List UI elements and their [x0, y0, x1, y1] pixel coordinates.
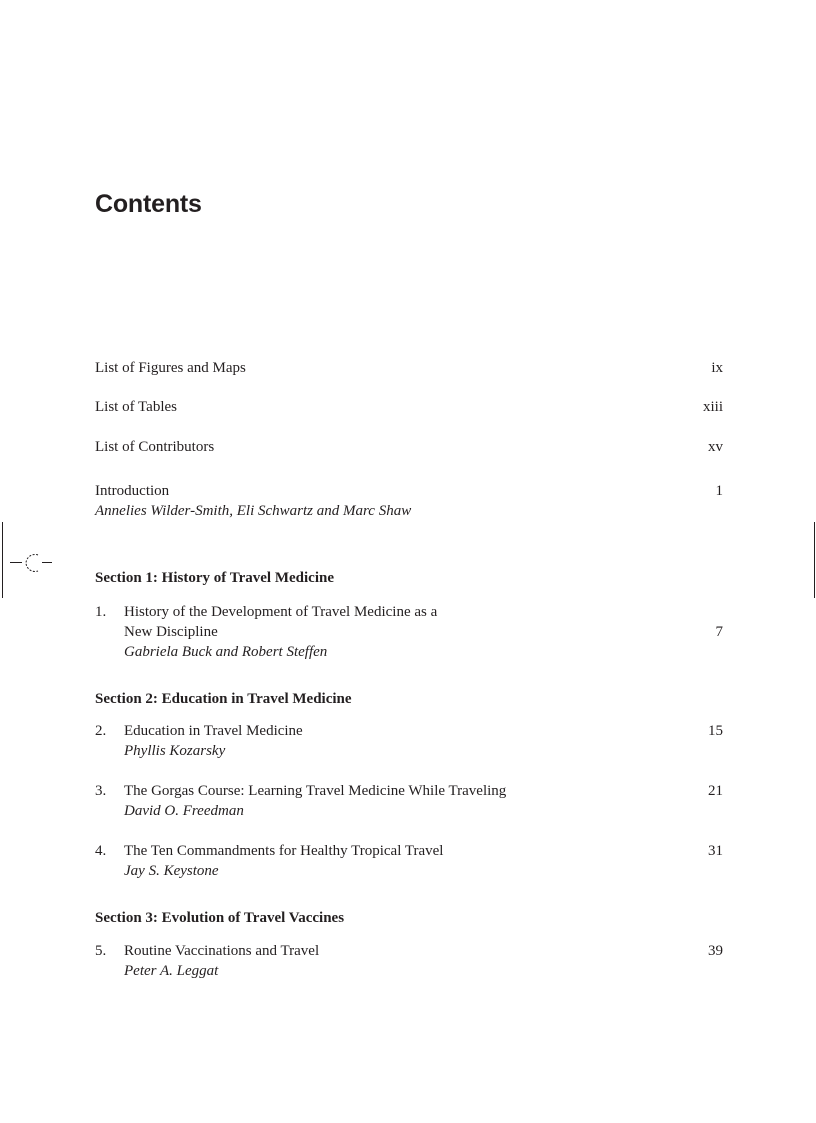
chapter-number: 2. [95, 723, 107, 739]
toc-entry-introduction[interactable] [95, 481, 723, 521]
section-heading-3: Section 3: Evolution of Travel Vaccines [95, 910, 345, 926]
chapter-author: Gabriela Buck and Robert Steffen [124, 644, 328, 660]
chapter-author: Phyllis Kozarsky [124, 743, 226, 759]
chapter-author: Peter A. Leggat [124, 963, 219, 979]
section-heading-2: Section 2: Education in Travel Medicine [95, 691, 352, 707]
toc-entry-list-of-tables[interactable] [95, 397, 723, 417]
toc-entry-label: List of Contributors [95, 439, 215, 455]
registration-mark-icon [22, 552, 42, 574]
chapter-number: 1. [95, 604, 107, 620]
chapter-author: Jay S. Keystone [124, 863, 219, 879]
toc-chapter-4[interactable] [95, 841, 723, 881]
chapter-title-line-1: The Gorgas Course: Learning Travel Medicine While Traveling [124, 783, 507, 799]
chapter-title-line-1: History of the Development of Travel Medicine as a [124, 604, 438, 620]
section-heading-1: Section 1: History of Travel Medicine [95, 570, 334, 586]
toc-chapter-5[interactable] [95, 941, 723, 981]
chapter-page: 31 [708, 843, 723, 859]
chapter-page: 21 [708, 783, 723, 799]
toc-entry-page: xiii [702, 399, 723, 415]
chapter-title-line-2: New Discipline [124, 624, 218, 640]
crop-mark-left-vertical [2, 522, 3, 598]
chapter-page: 39 [708, 943, 723, 959]
chapter-page: 7 [715, 624, 723, 640]
page-title: Contents [95, 190, 202, 218]
crop-mark-right-vertical [814, 522, 815, 598]
toc-entry-page: xv [708, 439, 723, 455]
toc-entry-list-of-contributors[interactable] [95, 437, 723, 457]
chapter-title-line-1: Education in Travel Medicine [124, 723, 303, 739]
toc-chapter-2[interactable] [95, 721, 723, 761]
toc-entry-page: 1 [715, 483, 723, 499]
toc-chapter-3[interactable] [95, 781, 723, 821]
chapter-title-line-1: Routine Vaccinations and Travel [124, 943, 320, 959]
toc-chapter-1[interactable] [95, 602, 723, 662]
toc-entry-label: Introduction [95, 483, 170, 499]
chapter-number: 3. [95, 783, 107, 799]
toc-entry-label: List of Figures and Maps [95, 360, 246, 376]
toc-entry-page: ix [711, 360, 723, 376]
crop-mark-right-tick [42, 562, 52, 563]
chapter-number: 4. [95, 843, 107, 859]
toc-entry-author: Annelies Wilder-Smith, Eli Schwartz and Marc Shaw [95, 503, 412, 519]
chapter-title-line-1: The Ten Commandments for Healthy Tropical Travel [124, 843, 444, 859]
chapter-page: 15 [708, 723, 723, 739]
chapter-author: David O. Freedman [124, 803, 244, 819]
crop-mark-left-tick [10, 562, 22, 563]
chapter-number: 5. [95, 943, 107, 959]
toc-entry-list-of-figures[interactable] [95, 358, 723, 378]
toc-entry-label: List of Tables [95, 399, 177, 415]
